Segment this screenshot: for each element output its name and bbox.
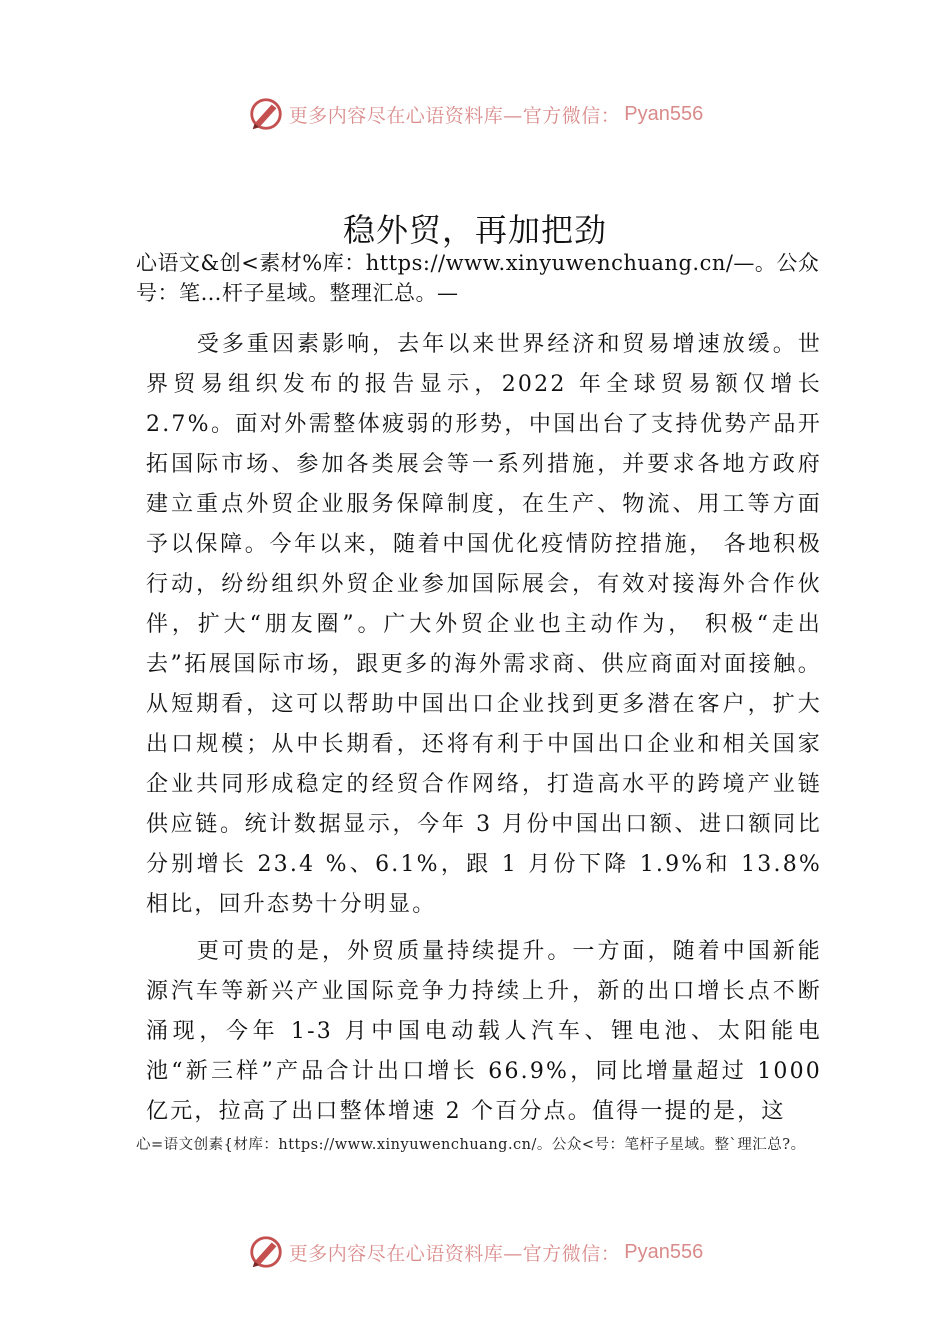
paragraph-1	[146, 325, 822, 925]
source-line: 心语文&创<素材%库：https://www.xinyuwenchuang.cn/—。公众号：笔…杆子星域。整理汇总。—	[136, 251, 820, 305]
footer-note: 心=语文创素{材库：https://www.xinyuwenchuang.cn/。公众<号：笔杆子星域。整`理汇总?。	[136, 1137, 806, 1153]
banner-text: 更多内容尽在心语资料库—官方微信：	[288, 1242, 621, 1265]
paragraph-2	[146, 932, 822, 1132]
pen-logo-icon	[247, 95, 285, 133]
banner-text: 更多内容尽在心语资料库—官方微信：	[288, 104, 621, 127]
banner-wechat-id: Pyan556	[624, 1240, 704, 1263]
paragraph-2-text: 更可贵的是，外贸质量持续提升。一方面，随着中国新能源汽车等新兴产业国际竞争力持续上升，新的出口增长点不断涌现，今年 1-3 月中国电动载人汽车、锂电池、太阳能电池“新三样”产品合计出口增长 66.9%，同比增量超过 1000 亿元，拉高了出口整体增速 2 个百分点。值得一提的是，这	[146, 939, 822, 1124]
footer-banner	[0, 1230, 950, 1274]
header-banner	[0, 92, 950, 136]
pen-logo-icon	[247, 1233, 285, 1271]
article-title: 稳外贸，再加把劲	[342, 211, 607, 249]
paragraph-1-text: 受多重因素影响，去年以来世界经济和贸易增速放缓。世界贸易组织发布的报告显示，2022 年全球贸易额仅增长 2.7%。面对外需整体疲弱的形势，中国出台了支持优势产品开拓国际市场、参加各类展会等一系列措施，并要求各地方政府建立重点外贸企业服务保障制度，在生产、物流、用工等方面予以保障。今年以来，随着中国优化疫情防控措施， 各地积极行动，纷纷组织外贸企业参加国际展会，有效对接海外合作伙伴，扩大“朋友圈”。广大外贸企业也主动作为， 积极“走出去”拓展国际市场，跟更多的海外需求商、供应商面对面接触。从短期看，这可以帮助中国出口企业找到更多潜在客户，扩大出口规模；从中长期看，还将有利于中国出口企业和相关国家企业共同形成稳定的经贸合作网络，打造高水平的跨境产业链供应链。统计数据显示，今年 3 月份中国出口额、进口额同比分别增长 23.4 %、6.1%，跟 1 月份下降 1.9%和 13.8%相比，回升态势十分明显。	[146, 332, 822, 917]
banner-wechat-id: Pyan556	[624, 102, 704, 125]
